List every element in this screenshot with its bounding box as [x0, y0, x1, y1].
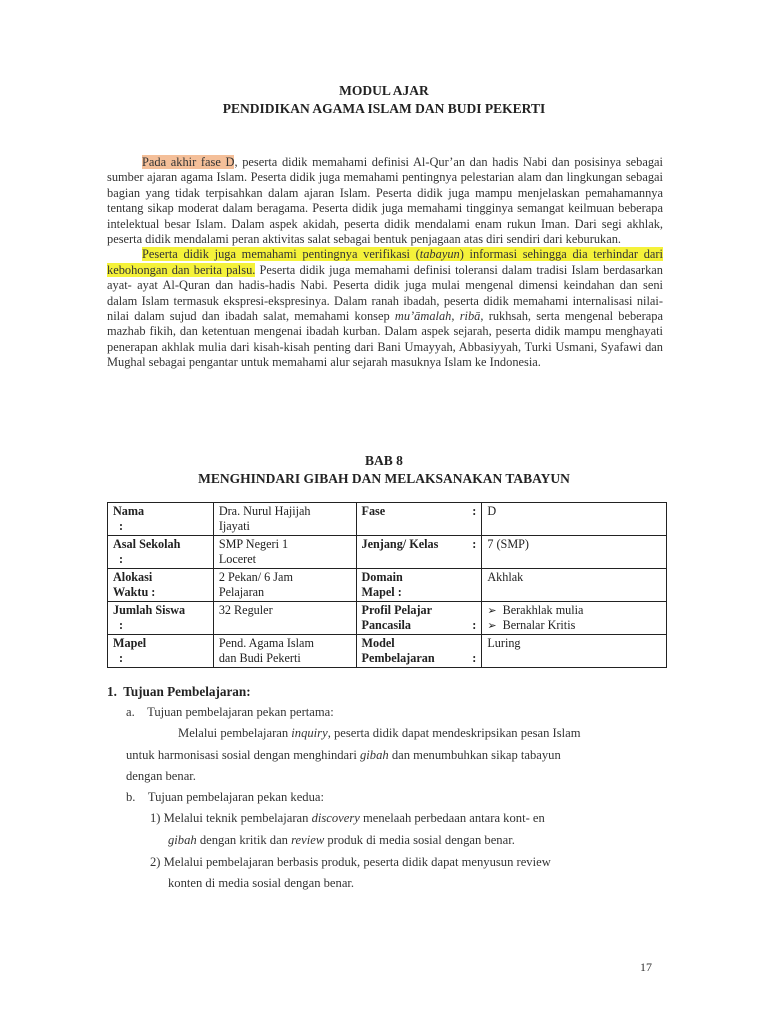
- value-mapel: [213, 635, 356, 668]
- label-asal-sekolah: [108, 536, 214, 569]
- label-model-pembelajaran: [356, 635, 482, 668]
- label-text: Jumlah Siswa: [113, 603, 186, 617]
- label-text: Nama: [113, 504, 145, 518]
- term-gibah: gibah: [168, 833, 197, 847]
- list-marker: b.: [126, 790, 136, 804]
- text: , peserta didik dapat mendeskripsikan pesan Islam: [327, 726, 581, 740]
- label-colon: :: [472, 537, 477, 551]
- value-profil-pelajar: [482, 602, 667, 635]
- intro-paragraph: [107, 155, 663, 371]
- label-colon: :: [472, 618, 477, 632]
- arrow-bullet-icon: ➢: [487, 604, 497, 617]
- intro-text-1: , peserta didik memahami definisi Al-Qur’an dan hadis Nabi dan posisinya sebagai sumber ajaran agama Islam. Peserta didik juga memahami pentingnya pelestarian alam dan lingkungan sebagai bagian yang tidak terpisahkan dalam ajaran Islam. Peserta didik juga mampu menjelaskan pemahamannya tentang sikap moderat dalam beragama. Peserta didik juga memahami tingginya semangat keilmuan beberapa intelektual besar Islam. Dalam aspek akidah, peserta didik mendalami enam rukun Iman. Dari segi akhlak, peserta didik mendalami peran aktivitas salat sebagai bentuk penjagaan atas diri sendiri dari keburukan.: [107, 155, 663, 247]
- value-line: Ijayati: [218, 519, 250, 533]
- list-marker: a.: [126, 705, 135, 719]
- label-text: Waktu :: [113, 585, 156, 599]
- arrow-bullet-icon: ➢: [487, 619, 497, 632]
- value-line: Pend. Agama Islam: [218, 636, 314, 650]
- value-jumlah-siswa: 32 Reguler: [213, 602, 356, 635]
- text: Melalui pembelajaran: [178, 726, 292, 740]
- text: dan menumbuhkan sikap tabayun: [388, 748, 561, 762]
- term-review: review: [291, 833, 325, 847]
- value-line: Loceret: [218, 552, 257, 566]
- highlight-tabayun-a: Peserta didik juga memahami pentingnya verifikasi (: [142, 247, 420, 262]
- label-text: Domain: [361, 570, 403, 584]
- label-fase: [356, 503, 482, 536]
- highlight-phase-d: Pada akhir fase D: [142, 155, 235, 169]
- chapter-header: [0, 452, 768, 488]
- label-text: Mapel: [113, 636, 147, 650]
- text: produk di media sosial dengan benar.: [324, 833, 515, 847]
- separator: ,: [451, 309, 460, 324]
- list-item: Tujuan pembelajaran pekan pertama:: [147, 705, 334, 719]
- list-item: Bernalar Kritis: [502, 618, 576, 632]
- table-row: [108, 602, 667, 635]
- label-text: Pancasila: [361, 618, 411, 632]
- text: untuk harmonisasi sosial dengan menghindari: [126, 748, 360, 762]
- text: Melalui teknik pembelajaran: [163, 811, 312, 825]
- chapter-title: MENGHINDARI GIBAH DAN MELAKSANAKAN TABAYUN: [198, 471, 570, 486]
- label-text: Asal Sekolah: [113, 537, 181, 551]
- term-inquiry: inquiry: [291, 726, 328, 740]
- label-nama: [108, 503, 214, 536]
- intro-text-3: , rukhsah, serta mengenal beberapa mazhab fikih, dan ketentuan mengenai ibadah kurban. Dalam aspek sejarah, peserta didik mampu menghayati penerapan akhlak mulia dari kisah-kisah penting dari Bani Umayyah, Abbasiyyah, Turki Usmani, Syafawi dan Mughal sebagai pengantar untuk memahami alur sejarah masuknya Islam ke Indonesia.: [107, 309, 663, 370]
- table-row: [108, 635, 667, 668]
- value-jenjang-kelas: 7 (SMP): [482, 536, 667, 569]
- term-riba: ribā: [459, 309, 481, 324]
- objective-a-heading: [126, 705, 334, 720]
- table-row: [108, 503, 667, 536]
- objective-a-line-1: [178, 726, 581, 741]
- list-marker: 1): [150, 811, 161, 825]
- objective-b1-line-1: [150, 811, 545, 826]
- heading-text: Tujuan Pembelajaran:: [123, 684, 251, 699]
- list-item: Berakhlak mulia: [502, 603, 584, 617]
- label-colon: :: [119, 552, 124, 566]
- label-jumlah-siswa: [108, 602, 214, 635]
- label-text: Model: [361, 636, 395, 650]
- value-line: dan Budi Pekerti: [218, 651, 301, 665]
- term-discovery: discovery: [311, 811, 360, 825]
- text: Melalui pembelajaran berbasis produk, peserta didik dapat menyusun review: [163, 855, 551, 869]
- label-text: Fase: [361, 504, 386, 518]
- label-colon: :: [119, 519, 124, 533]
- label-colon: :: [472, 504, 477, 518]
- module-title: MODUL AJAR: [339, 83, 429, 98]
- text: menelaah perbedaan antara kont- en: [359, 811, 545, 825]
- label-colon: :: [119, 651, 124, 665]
- value-line: 2 Pekan/ 6 Jam: [218, 570, 293, 584]
- objective-b2-line-2: konten di media sosial dengan benar.: [168, 876, 355, 890]
- highlight-tabayun-c: ) informasi sehingga dia terhindar dari kebohongan dan berita palsu.: [107, 247, 663, 277]
- label-alokasi-waktu: [108, 569, 214, 602]
- value-line: Pelajaran: [218, 585, 265, 599]
- label-colon: :: [472, 651, 477, 665]
- term-gibah: gibah: [360, 748, 389, 762]
- highlight-tabayun-term: tabayun: [419, 247, 460, 262]
- module-identity-table: [107, 502, 667, 668]
- objectives-heading: [107, 684, 251, 700]
- table-row: [108, 569, 667, 602]
- value-domain-mapel: Akhlak: [482, 569, 667, 602]
- label-jenjang-kelas: [356, 536, 482, 569]
- table-row: [108, 536, 667, 569]
- value-alokasi-waktu: [213, 569, 356, 602]
- label-mapel: [108, 635, 214, 668]
- heading-number: 1.: [107, 684, 117, 699]
- list-item: Tujuan pembelajaran pekan kedua:: [147, 790, 324, 804]
- document-header: [0, 82, 768, 118]
- value-nama: [213, 503, 356, 536]
- objective-a-line-3: dengan benar.: [126, 769, 196, 783]
- list-marker: 2): [150, 855, 161, 869]
- label-profil-pelajar: [356, 602, 482, 635]
- intro-text-2: Peserta didik juga memahami definisi toleransi dalam tradisi Islam berdasarkan ayat- ayat Al-Quran dan hadis-hadis Nabi. Peserta didik juga mulai mengenal dimensi keindahan dan seni dalam Islam termasuk ekspresi-ekspresinya. Dalam ranah ibadah, peserta didik memahami internalisasi nilai-nilai dalam sujud dan ibadah salat, memahami konsep: [107, 262, 663, 324]
- page-number: 17: [640, 960, 652, 974]
- chapter-number: BAB 8: [365, 453, 403, 468]
- label-colon: :: [119, 618, 124, 632]
- label-text: Pembelajaran: [361, 651, 435, 665]
- value-fase: D: [482, 503, 667, 536]
- value-line: SMP Negeri 1: [218, 537, 289, 551]
- label-text: Jenjang/ Kelas: [361, 537, 439, 551]
- label-text: Alokasi: [113, 570, 153, 584]
- text: dengan kritik dan: [196, 833, 292, 847]
- label-text: Profil Pelajar: [361, 603, 433, 617]
- label-domain-mapel: [356, 569, 482, 602]
- objective-b2-line-1: [150, 855, 551, 870]
- module-subtitle: PENDIDIKAN AGAMA ISLAM DAN BUDI PEKERTI: [222, 101, 546, 116]
- value-asal-sekolah: [213, 536, 356, 569]
- label-text: Mapel :: [361, 585, 402, 599]
- term-muamalah: mu’āmalah: [394, 309, 452, 324]
- objective-b-heading: [126, 790, 324, 805]
- value-line: Dra. Nurul Hajijah: [218, 504, 311, 518]
- objective-a-line-2: [126, 748, 561, 763]
- value-model-pembelajaran: Luring: [482, 635, 667, 668]
- objective-b1-line-2: [168, 833, 515, 848]
